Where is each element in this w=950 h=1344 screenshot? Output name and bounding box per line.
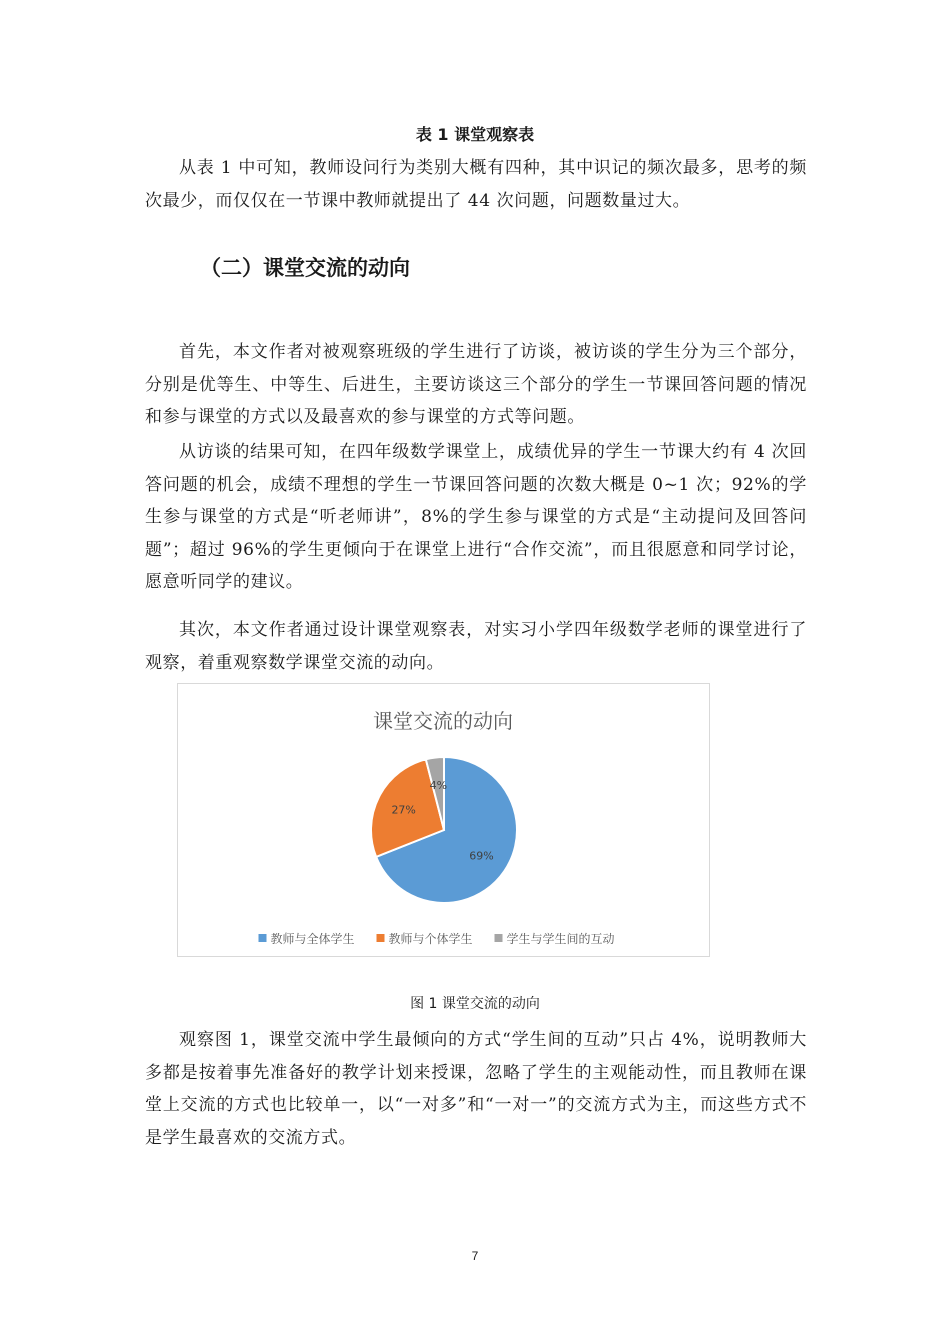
section-heading: （二）课堂交流的动向 — [200, 256, 410, 280]
paragraph-figure-analysis: 观察图 1，课堂交流中学生最倾向的方式“学生间的互动”只占 4%，说明教师大多都是按着事先准备好的教学计划来授课，忽略了学生的主观能动性，而且教师在课堂上交流的方式也比较单一，以“一对多”和“一对一”的交流方式为主，而这些方式不是学生最喜欢的交流方式。 — [145, 1030, 807, 1148]
figure-caption: 图 1 课堂交流的动向 — [410, 996, 540, 1012]
pie-data-label-1: 69% — [469, 849, 494, 863]
legend-label-3: 学生与学生间的互动 — [506, 932, 615, 946]
pie-data-label-2: 27% — [391, 803, 416, 817]
legend-label-2: 教师与个体学生 — [388, 932, 473, 946]
chart-legend — [259, 931, 615, 946]
legend-label-1: 教师与全体学生 — [270, 932, 355, 946]
table-caption: 表 1 课堂观察表 — [415, 125, 535, 144]
chart-title: 课堂交流的动向 — [373, 709, 513, 733]
paragraph-interview-intro: 首先，本文作者对被观察班级的学生进行了访谈，被访谈的学生分为三个部分，分别是优等生、中等生、后进生，主要访谈这三个部分的学生一节课回答问题的情况和参与课堂的方式以及最喜欢的参与课堂的方式等问题。 — [145, 342, 807, 427]
pie-chart-container — [177, 683, 710, 957]
paragraph-observation-intro: 其次，本文作者通过设计课堂观察表，对实习小学四年级数学老师的课堂进行了观察，着重观察数学课堂交流的动向。 — [145, 620, 807, 673]
pie-chart — [178, 684, 709, 956]
paragraph-table-summary: 从表 1 中可知，教师设问行为类别大概有四种，其中识记的频次最多，思考的频次最少，而仅仅在一节课中教师就提出了 44 次问题，问题数量过大。 — [145, 158, 807, 211]
pie-data-label-3: 4% — [429, 779, 448, 793]
legend-swatch-3 — [495, 934, 503, 942]
paragraph-interview-results: 从访谈的结果可知，在四年级数学课堂上，成绩优异的学生一节课大约有 4 次回答问题的机会，成绩不理想的学生一节课回答问题的次数大概是 0~1 次；92%的学生参与课堂的方式是“听老师讲”，8%的学生参与课堂的方式是“主动提问及回答问题”；超过 96%的学生更倾向于在课堂上进行“合作交流”，而且很愿意和同学讨论，愿意听同学的建议。 — [145, 442, 807, 592]
legend-swatch-1 — [259, 934, 267, 942]
legend-swatch-2 — [377, 934, 385, 942]
page-number: 7 — [471, 1249, 479, 1263]
